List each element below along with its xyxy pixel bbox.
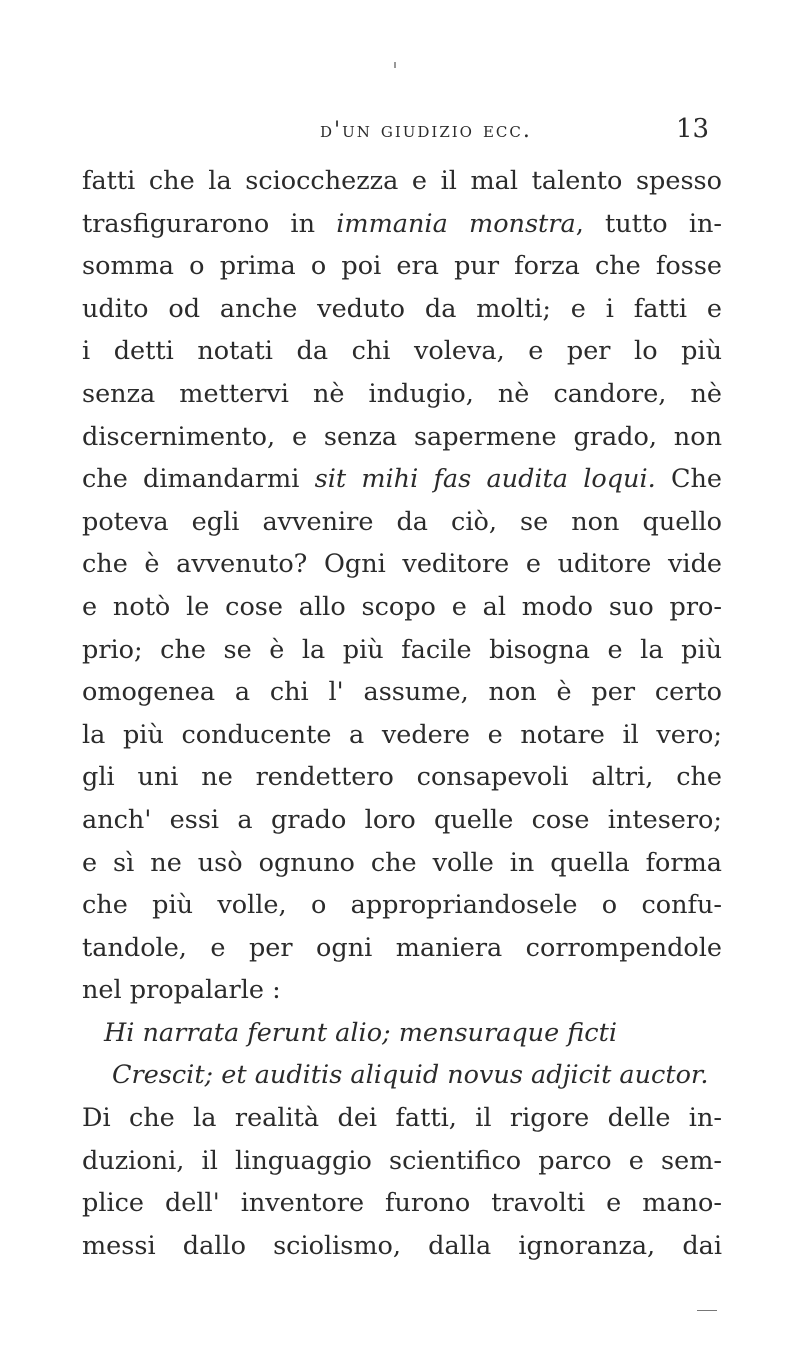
text-line: discernimento, e senza sapermene grado, non — [82, 421, 722, 452]
text-line: udito od anche veduto da molti; e i fatti e — [82, 293, 722, 324]
print-speck — [394, 62, 396, 68]
text-line: i detti notati da chi voleva, e per lo più — [82, 336, 722, 367]
text-line: la più conducente a vedere e notare il vero; — [82, 719, 722, 750]
page-header — [0, 114, 800, 148]
text-line: che è avvenuto? Ogni veditore e uditore vide — [82, 549, 722, 580]
text-segment: che dimandarmi — [82, 464, 315, 495]
text-line: somma o prima o poi era pur forza che fosse — [82, 251, 722, 282]
verse-line: Hi narrata ferunt alio; mensuraque ficti — [104, 1017, 617, 1048]
page-number: 13 — [676, 114, 710, 144]
text-line: messi dallo sciolismo, dalla ignoranza, dai — [82, 1230, 722, 1261]
text-line: Di che la realità dei fatti, il rigore delle in- — [82, 1103, 722, 1134]
text-line: tandole, e per ogni maniera corrompendole — [82, 932, 722, 963]
text-line: senza mettervi nè indugio, nè candore, nè — [82, 378, 722, 409]
text-line: nel propalarle : — [82, 975, 281, 1006]
text-line: anch' essi a grado loro quelle cose intesero; — [82, 804, 722, 835]
text-line — [82, 203, 722, 246]
body-text — [82, 160, 722, 1267]
italic-quote: sit mihi fas audita loqui. — [314, 464, 656, 495]
text-line: e notò le cose allo scopo e al modo suo pro- — [82, 591, 722, 622]
text-segment: Che — [655, 464, 723, 495]
italic-quote: immania monstra — [336, 208, 576, 239]
text-line: fatti che la sciocchezza e il mal talento spesso — [82, 166, 722, 196]
text-line: duzioni, il linguaggio scientifico parco e sem- — [82, 1145, 722, 1176]
verse-line: Crescit; et auditis aliquid novus adjicit auctor. — [112, 1060, 709, 1091]
running-head: d'un giudizio ecc. — [320, 118, 532, 143]
text-line: omogenea a chi l' assume, non è per certo — [82, 677, 722, 708]
text-line: che più volle, o appropriandosele o confu- — [82, 890, 722, 921]
text-line: plice dell' inventore furono travolti e mano- — [82, 1188, 722, 1219]
text-segment: , tutto in- — [575, 208, 723, 239]
text-line: gli uni ne rendettero consapevoli altri, che — [82, 762, 722, 793]
text-line: e sì ne usò ognuno che volle in quella forma — [82, 847, 722, 878]
text-line — [82, 458, 722, 501]
signature-mark — [697, 1310, 717, 1311]
text-segment: trasfigurarono in — [82, 208, 337, 239]
text-line: prio; che se è la più facile bisogna e la più — [82, 634, 722, 665]
text-line: poteva egli avvenire da ciò, se non quello — [82, 506, 722, 537]
